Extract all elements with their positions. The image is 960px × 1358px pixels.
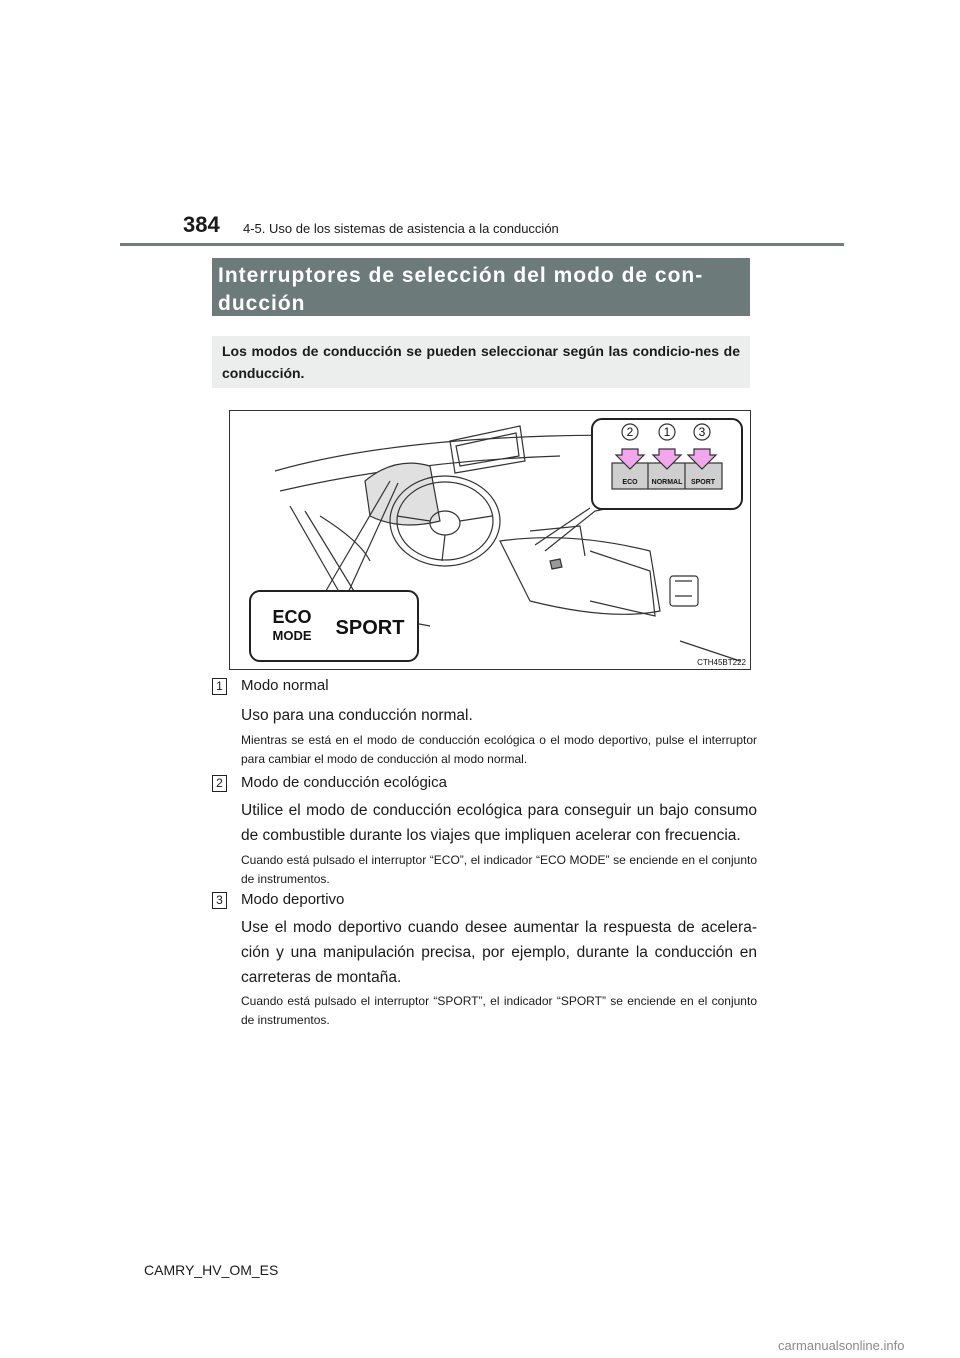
item-title: Modo normal <box>241 677 329 694</box>
watermark: carmanualsonline.info <box>778 1338 905 1353</box>
dashboard-drawing <box>230 411 751 670</box>
item-note: Mientras se está en el modo de conducción ecológica o el modo deportivo, pulse el interruptor para cambiar el modo de conducción al modo normal. <box>241 733 757 766</box>
document-code: CAMRY_HV_OM_ES <box>144 1262 279 1278</box>
callout-1: 1 <box>663 425 671 439</box>
indicator-mode-text: MODE <box>272 628 312 643</box>
item-note: Cuando está pulsado el interruptor “SPORT”, el indicador “SPORT” se enciende en el conjunto de instrumentos. <box>241 994 757 1027</box>
switch-label-eco: ECO <box>622 479 638 486</box>
page-number: 384 <box>183 212 220 237</box>
item-number: 3 <box>212 892 227 909</box>
header-rule <box>120 243 844 246</box>
item-body: Use el modo deportivo cuando desee aumentar la respuesta de acelera-ción y una manipulación precisa, por ejemplo, durante la conducción en carreteras de montaña. <box>241 919 757 986</box>
switch-label-normal: NORMAL <box>651 479 683 486</box>
item-number: 2 <box>212 775 227 792</box>
item-body: Uso para una conducción normal. <box>241 707 473 724</box>
intro-text: Los modos de conducción se pueden seleccionar según las condicio-nes de conducción. <box>212 336 750 388</box>
indicator-eco-text: ECO <box>272 607 312 627</box>
figure-code: CTH45BT222 <box>697 658 746 667</box>
item-body: Utilice el modo de conducción ecológica para conseguir un bajo consumo de combustible durante los viajes que impliquen acelerar con frecuencia. <box>241 802 757 844</box>
callout-2: 2 <box>626 425 634 439</box>
item-number: 1 <box>212 678 227 695</box>
page-title-line-1: Interruptores de selección del modo de con- <box>218 264 704 287</box>
section-breadcrumb: 4-5. Uso de los sistemas de asistencia a la conducción <box>243 221 559 236</box>
callout-3: 3 <box>698 425 706 439</box>
dashboard-illustration <box>229 410 751 670</box>
page-title-line-2: ducción <box>218 292 306 315</box>
item-note: Cuando está pulsado el interruptor “ECO”, el indicador “ECO MODE” se enciende en el conjunto de instrumentos. <box>241 853 757 886</box>
item-title: Modo de conducción ecológica <box>241 774 447 791</box>
item-title: Modo deportivo <box>241 891 345 908</box>
indicator-sport-text: SPORT <box>335 617 405 639</box>
switch-label-sport: SPORT <box>690 479 716 486</box>
page-title <box>212 258 750 316</box>
